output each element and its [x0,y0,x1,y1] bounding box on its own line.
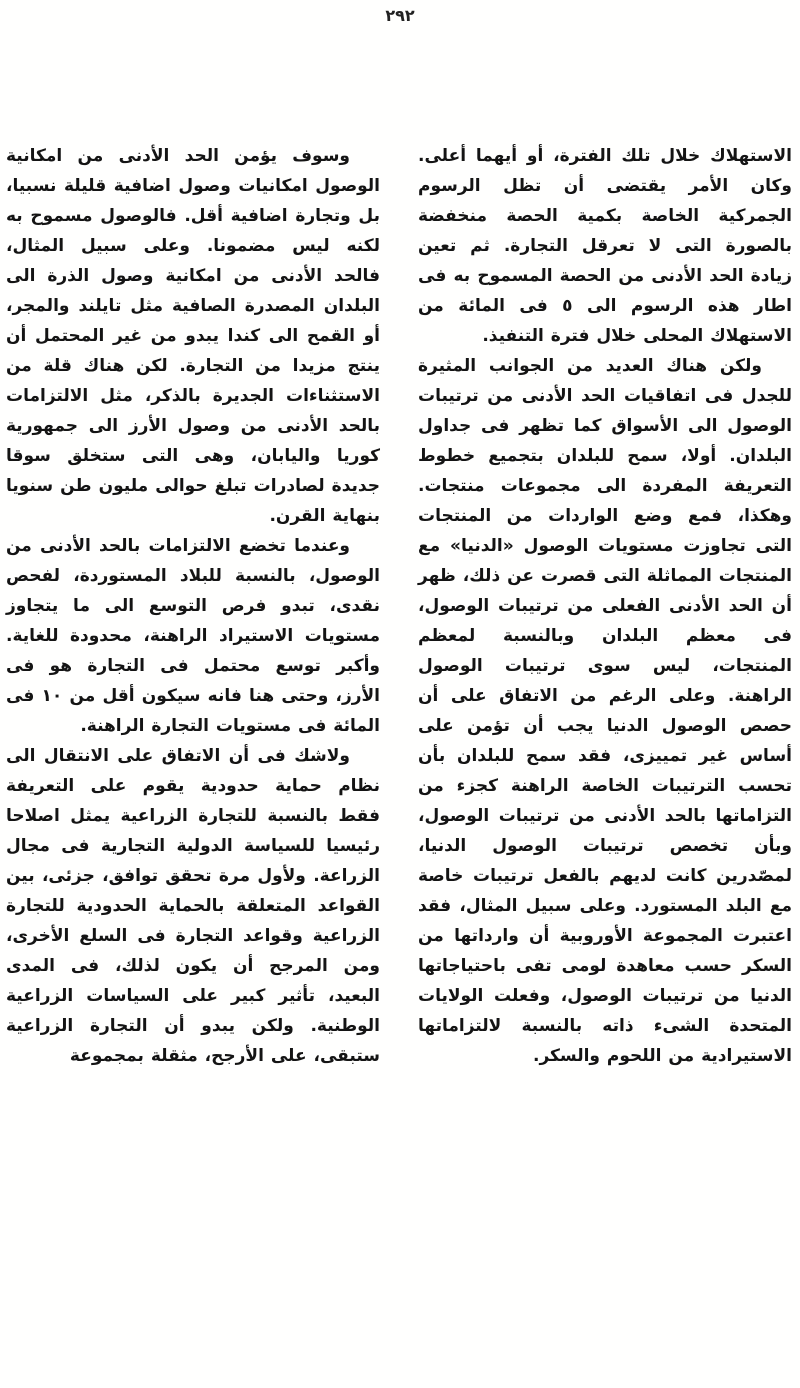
text-columns [0,141,800,1071]
paragraph-left-1: وسوف يؤمن الحد الأدنى من امكانية الوصول امكانيات وصول اضافية قليلة نسبيا، بل وتجارة اضافية أقل. فالوصول مسموح به لكنه ليس مضمونا. وعلى سبيل المثال، فالحد الأدنى من امكانية وصول الذرة الى البلدان المصدرة الصافية مثل تايلند والمجر، أو القمح الى كندا يبدو من غير المحتمل أن ينتج مزيدا من التجارة. لكن هناك قلة من الاستثناءات الجديرة بالذكر، مثل الالتزامات بالحد الأدنى من وصول الأرز الى جمهورية كوريا واليابان، وهى التى ستخلق سوقا جديدة لصادرات تبلغ حوالى مليون طن سنويا بنهاية القرن. [6,146,380,526]
paragraph-left-2: وعندما تخضع الالتزامات بالحد الأدنى من الوصول، بالنسبة للبلاد المستوردة، لفحص نقدى، تبدو فرص التوسع الى ما يتجاوز مستويات الاستيراد الراهنة، محدودة للغاية. وأكبر توسع محتمل فى التجارة هو فى الأرز، وحتى هنا فانه سيكون أقل من ١٠ فى المائة فى مستويات التجارة الراهنة. [6,536,381,736]
paragraph-right-1: الاستهلاك خلال تلك الفترة، أو أيهما أعلى. وكان الأمر يقتضى أن تظل الرسوم الجمركية الخاصة بكمية الحصة منخفضة بالصورة التى لا تعرقل التجارة. ثم تعين زيادة الحد الأدنى من الحصة المسموح به فى اطار هذه الرسوم الى ٥ فى المائة من الاستهلاك المحلى خلال فترة التنفيذ. [418,146,793,346]
right-column [418,141,792,1071]
page-number: ٢٩٢ [385,6,415,25]
paragraph-left-3: ولاشك فى أن الاتفاق على الانتقال الى نظام حماية حدودية يقوم على التعريفة فقط بالنسبة للتجارة الزراعية يمثل اصلاحا رئيسيا للسياسة الدولية التجارية فى مجال الزراعة. ولأول مرة تحقق توافق، جزئى، بين القواعد المتعلقة بالحماية الحدودية للتجارة الزراعية وقواعد التجارة فى السلع الأخرى، ومن المرجح أن يكون لذلك، فى المدى البعيد، تأثير كبير على السياسات الزراعية الوطنية. ولكن يبدو أن التجارة الزراعية ستبقى، على الأرجح، مثقلة بمجموعة [6,746,380,1066]
left-column [6,141,380,1071]
paragraph-right-2: ولكن هناك العديد من الجوانب المثيرة للجدل فى اتفاقيات الحد الأدنى من ترتيبات الوصول الى الأسواق كما تظهر فى جداول البلدان. أولا، سمح للبلدان بتجميع خطوط التعريفة المفردة الى مجموعات منتجات. وهكذا، فمع وضع الواردات من المنتجات التى تجاوزت مستويات الوصول «الدنيا» مع المنتجات المماثلة التى قصرت عن ذلك، ظهر أن الحد الأدنى الفعلى من ترتيبات الوصول، فى معظم البلدان وبالنسبة لمعظم المنتجات، ليس سوى ترتيبات الوصول الراهنة. وعلى الرغم من الاتفاق على أن حصص الوصول الدنيا يجب أن تؤمن على أساس غير تمييزى، فقد سمح للبلدان بأن تحسب الترتيبات الخاصة الراهنة كجزء من التزاماتها بالحد الأدنى من ترتيبات الوصول، وبأن تخصص ترتيبات الوصول الدنيا، لمصّدرين كانت لديهم بالفعل ترتيبات خاصة مع البلد المستورد. وعلى سبيل المثال، فقد اعتبرت المجموعة الأوروبية أن وارداتها من السكر حسب معاهدة لومى تفى باحتياجاتها الدنيا من ترتيبات الوصول، وفعلت الولايات المتحدة الشىء ذاته بالنسبة لالتزاماتها الاستيرادية من اللحوم والسكر. [418,356,792,1066]
